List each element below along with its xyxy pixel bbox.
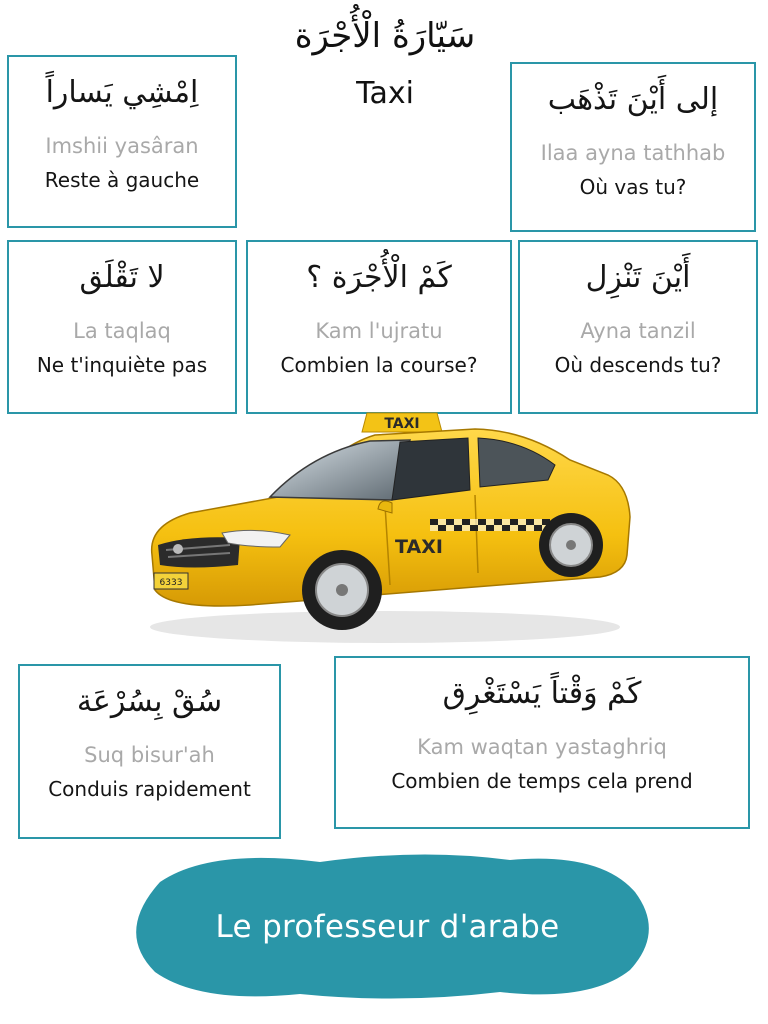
french-translation: Ne t'inquiète pas (36, 353, 208, 377)
phrase-card-suq (18, 664, 281, 839)
arabic-phrase: أَيْنَ تَنْزِل (585, 260, 691, 295)
transliteration: Ayna tanzil (580, 319, 696, 343)
french-translation: Où vas tu? (579, 175, 687, 199)
phrase-card-ila (510, 62, 756, 232)
arabic-phrase: كَمْ وَقْتاً يَسْتَغْرِق (442, 676, 642, 711)
arabic-phrase: اِمْشِي يَساراً (45, 75, 199, 110)
phrase-card-kam-ujra (246, 240, 512, 414)
svg-text:TAXI: TAXI (384, 416, 420, 432)
footer-label: Le professeur d'arabe (215, 909, 560, 945)
transliteration: Kam waqtan yastaghriq (417, 735, 667, 759)
arabic-phrase: سُقْ بِسُرْعَة (76, 684, 223, 719)
page-title: Taxi (356, 76, 414, 111)
french-translation: Conduis rapidement (48, 777, 251, 801)
transliteration: Suq bisur'ah (84, 743, 215, 767)
transliteration: La taqlaq (73, 319, 171, 343)
phrase-card-imshi (7, 55, 237, 228)
phrase-card-taqlaq (7, 240, 237, 414)
french-translation: Reste à gauche (44, 168, 200, 192)
french-translation: Combien de temps cela prend (391, 769, 693, 793)
taxi-car-illustration (130, 405, 635, 650)
transliteration: Imshii yasâran (45, 134, 199, 158)
rear-wheel (539, 513, 603, 577)
page-title-arabic: سَيّارَةُ الْأُجْرَة (294, 16, 476, 56)
svg-text:TAXI: TAXI (395, 536, 443, 558)
phrase-card-ayna (518, 240, 758, 414)
roof-sign (362, 413, 442, 432)
phrase-card-kam-waqt (334, 656, 750, 829)
transliteration: Kam l'ujratu (315, 319, 443, 343)
arabic-phrase: كَمْ الْأُجْرَة ؟ (306, 260, 452, 295)
checker-stripe (430, 519, 550, 531)
arabic-phrase: إلى أَيْنَ تَذْهَب (547, 82, 719, 117)
transliteration: Ilaa ayna tathhab (540, 141, 726, 165)
french-translation: Combien la course? (280, 353, 478, 377)
license-plate (154, 573, 188, 589)
french-translation: Où descends tu? (554, 353, 722, 377)
front-wheel (302, 550, 382, 630)
arabic-phrase: لا تَقْلَق (79, 260, 165, 295)
svg-text:6333: 6333 (159, 578, 183, 588)
